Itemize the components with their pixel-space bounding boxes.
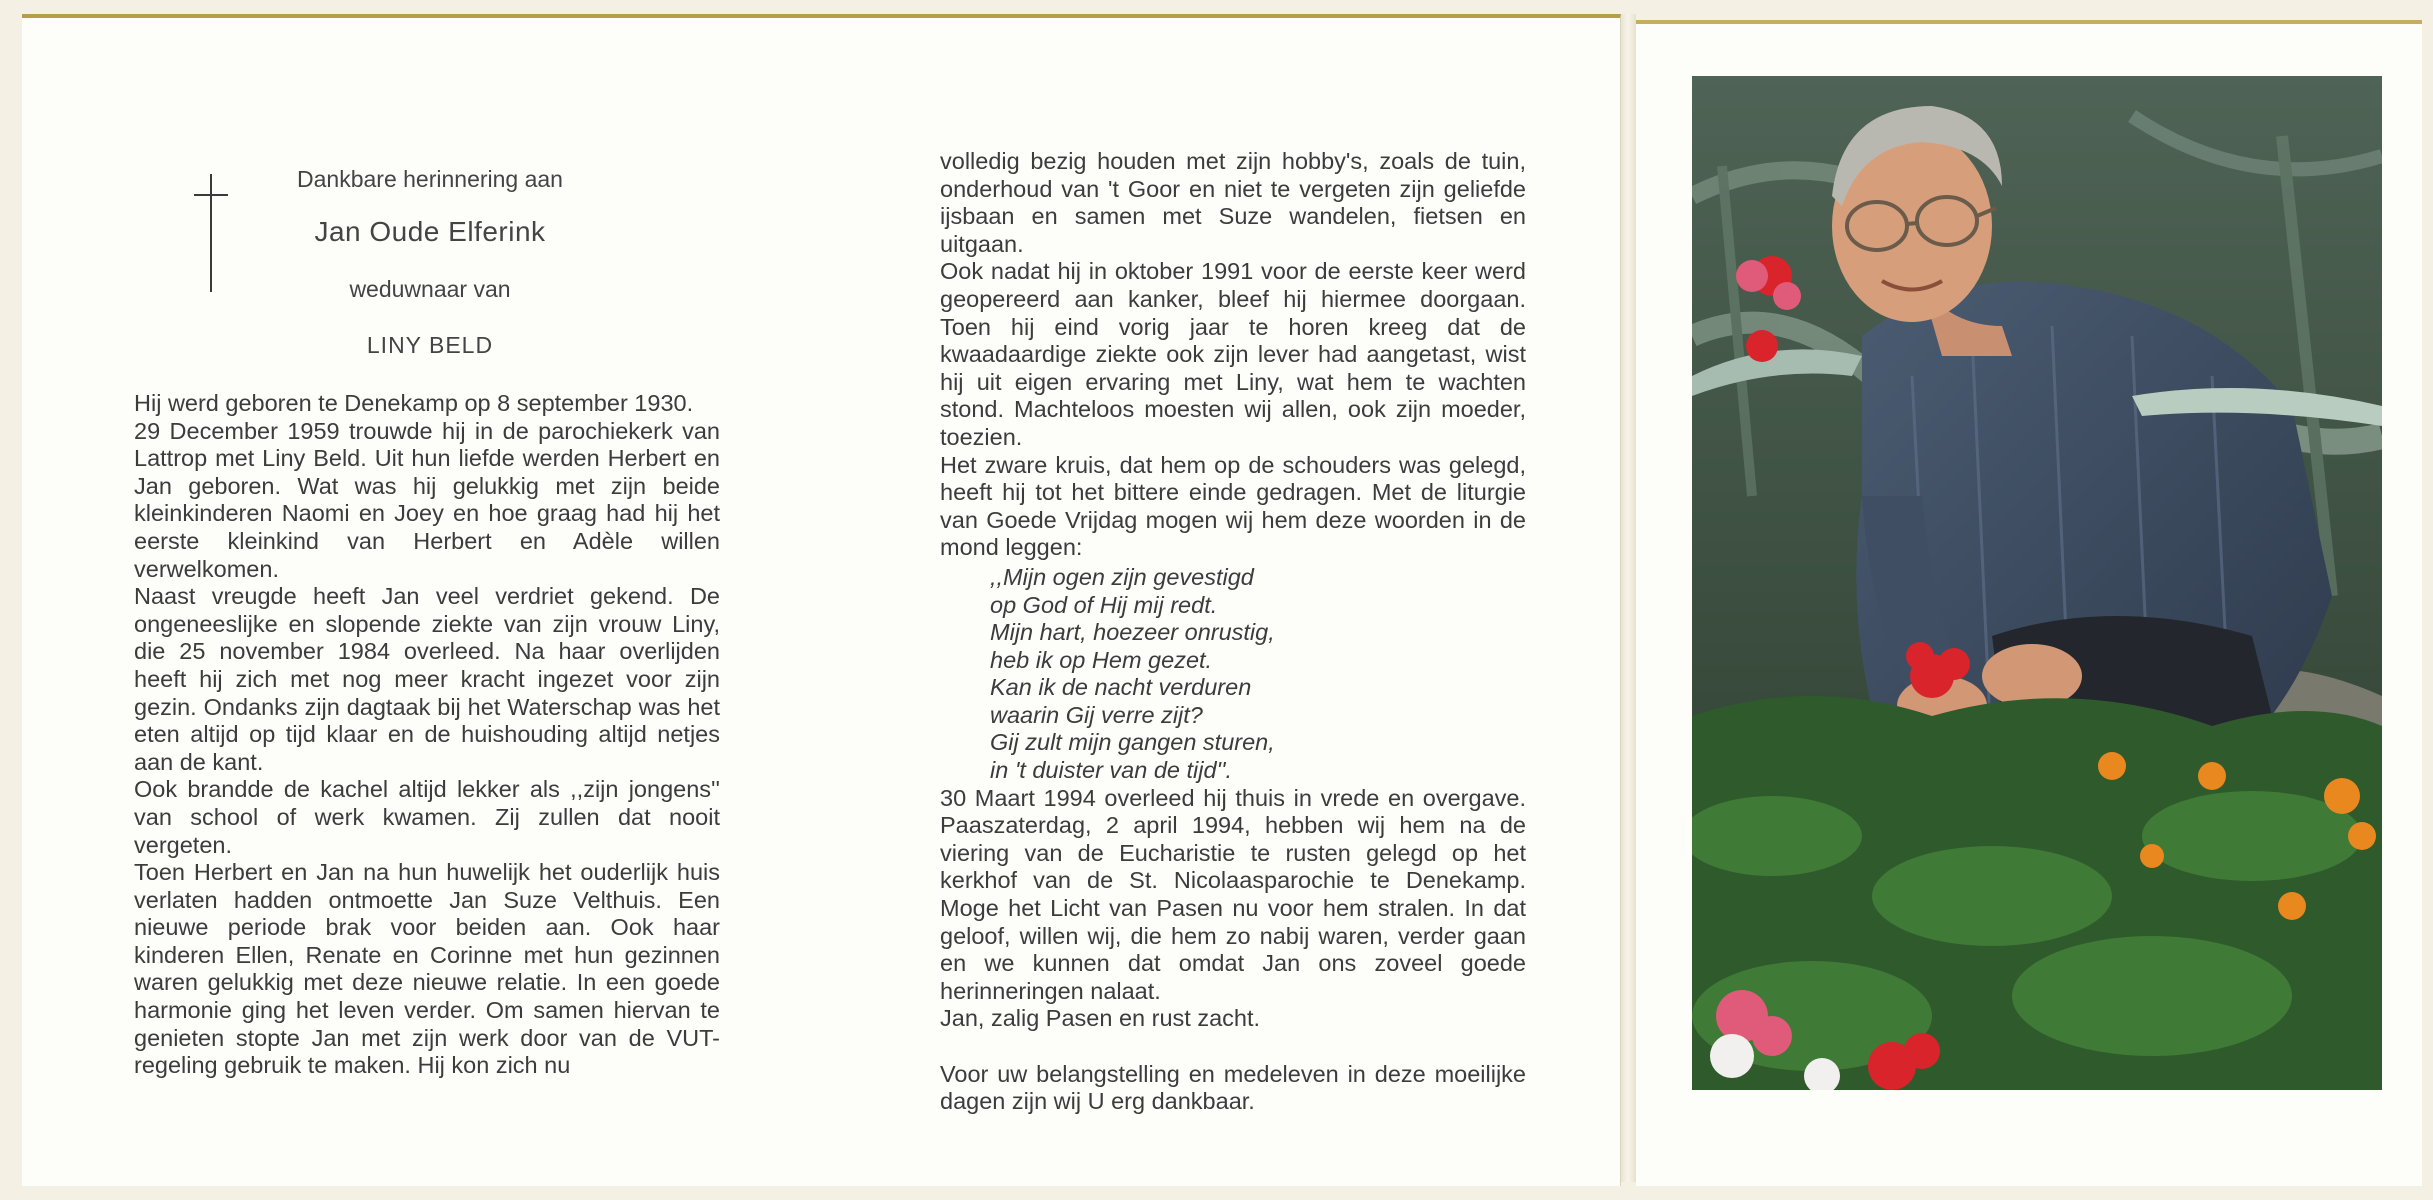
- paragraph: 29 December 1959 trouwde hij in de parochiekerk van Lattrop met Liny Beld. Uit hun liefde werden Herbert en Jan geboren. Wat was hij gelukkig met zijn beide kleinkinderen Naomi en Joey en hoe graag had hij het eerste kleinkind van Herbert en Adèle willen verwelkomen.: [134, 417, 720, 582]
- poem-line: Gij zult mijn gangen sturen,: [990, 729, 1275, 756]
- paragraph: Ook brandde de kachel altijd lekker als ,,zijn jongens'' van school of werk kwamen. Zij zullen dat nooit vergeten.: [134, 776, 720, 858]
- paragraph: volledig bezig houden met zijn hobby's, zoals de tuin, onderhoud van 't Goor en niet te vergeten zijn geliefde ijsbaan en samen met Suze wandelen, fietsen en uitgaan.: [940, 148, 1526, 257]
- poem-line: waarin Gij verre zijt?: [990, 701, 1203, 728]
- paragraph: 30 Maart 1994 overleed hij thuis in vrede en overgave. Paaszaterdag, 2 april 1994, hebben wij hem na de viering van de Eucharistie te rusten gelegd op het kerkhof van de St. Nicolaasparochie te Denekamp. Moge het Licht van Pasen nu voor hem stralen. In dat geloof, willen wij, die hem zo nabij waren, verder gaan en we kunnen dat omdat Jan ons zoveel goede herinneringen nalaat.: [940, 784, 1526, 1004]
- closing-thanks: Voor uw belangstelling en medeleven in deze moeilijke dagen zijn wij U erg dankbaar.: [940, 1060, 1526, 1115]
- portrait-illustration: [1692, 76, 2382, 1090]
- widow-of-label: weduwnaar van: [349, 276, 511, 302]
- poem-line: op God of Hij mij redt.: [990, 591, 1218, 618]
- poem-line: ,,Mijn ogen zijn gevestigd: [990, 563, 1254, 590]
- poem-line: heb ik op Hem gezet.: [990, 646, 1213, 673]
- dedication-intro: Dankbare herinnering aan: [297, 166, 563, 192]
- biography-left-column: [134, 390, 720, 1080]
- liturgy-poem: [990, 564, 1526, 785]
- biography-right-column: [940, 148, 1526, 1116]
- paragraph: Ook nadat hij in oktober 1991 voor de eerste keer werd geopereerd aan kanker, bleef hij hiermee doorgaan. Toen hij eind vorig jaar te horen kreeg dat de kwaadaardige ziekte ook zijn lever had aangetast, wist hij uit eigen ervaring met Liny, wat hem te wachten stond. Machteloos moesten wij allen, ook zijn moeder, toezien.: [940, 258, 1526, 450]
- spouse-name: LINY BELD: [366, 332, 494, 358]
- paragraph: Toen Herbert en Jan na hun huwelijk het ouderlijk huis verlaten hadden ontmoette Jan Suze Velthuis. Een nieuwe periode brak voor beiden aan. Ook haar kinderen Ellen, Renate en Corinne met hun gezinnen waren gelukkig met deze nieuwe relatie. In een goede harmonie ging het leven verder. Om samen hiervan te genieten stopte Jan met zijn werk door van de VUT-regeling gebruik te maken. Hij kon zich nu: [134, 859, 720, 1079]
- paragraph: Jan, zalig Pasen en rust zacht.: [940, 1005, 1261, 1032]
- card-fold: [1620, 14, 1636, 1182]
- portrait-photo: [1692, 76, 2382, 1090]
- cross-icon: [194, 174, 228, 292]
- paragraph: Hij werd geboren te Denekamp op 8 september 1930.: [134, 390, 694, 416]
- poem-line: in 't duister van de tijd''.: [990, 757, 1233, 784]
- poem-line: Kan ik de nacht verduren: [990, 674, 1252, 701]
- deceased-name: Jan Oude Elferink: [314, 216, 546, 247]
- paragraph: Het zware kruis, dat hem op de schouders was gelegd, heeft hij tot het bittere einde gedragen. Met de liturgie van Goede Vrijdag mogen wij hem deze woorden in de mond leggen:: [940, 451, 1526, 561]
- paragraph: Naast vreugde heeft Jan veel verdriet gekend. De ongeneeslijke en slopende ziekte van zijn vrouw Liny, die 25 november 1984 overleed. Na haar overlijden heeft hij zich met nog meer kracht ingezet voor zijn gezin. Ondanks zijn dagtaak bij het Waterschap was het eten altijd op tijd klaar en de huishouding altijd netjes aan de kant.: [134, 583, 720, 775]
- poem-line: Mijn hart, hoezeer onrustig,: [990, 619, 1275, 646]
